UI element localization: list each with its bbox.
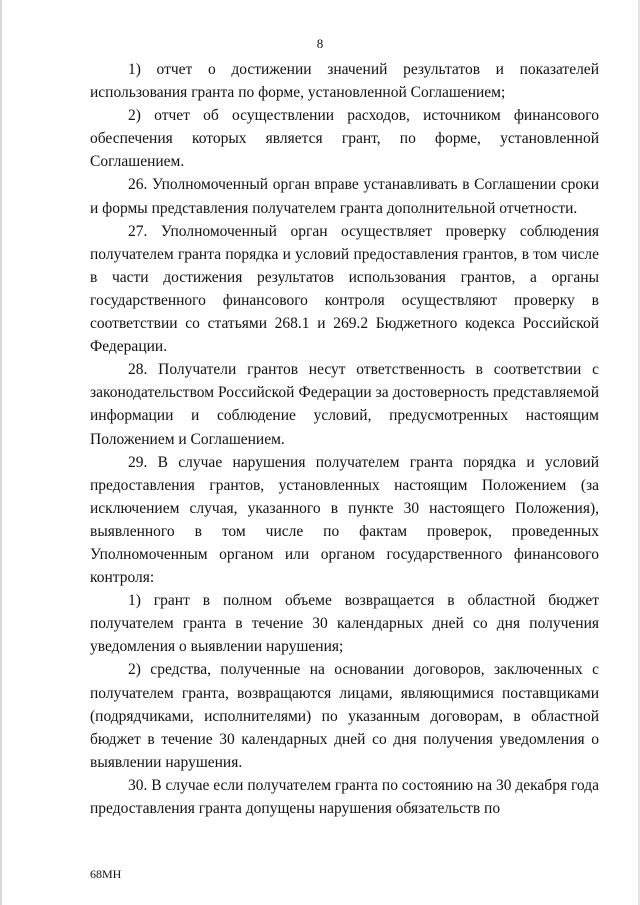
- paragraph-29-item-1: 1) грант в полном объеме возвращается в областной бюджет получателем гранта в течение 30 календарных дней со дня получения уведомления о выявлении нарушения;: [90, 592, 599, 656]
- paragraph-29-item-2: 2) средства, полученные на основании договоров, заключенных с получателем гранта, возвращаются лицами, являющимися поставщиками (подрядчиками, исполнителями) по указанным договорам, в областной бюджет в течение 30 календарных дней со дня получения уведомления о выявлении нарушения.: [90, 661, 599, 771]
- paragraph-report-expenses: 2) отчет об осуществлении расходов, источником финансового обеспечения которых является грант, по форме, установленной Соглашением.: [90, 107, 599, 171]
- paragraph-26: 26. Уполномоченный орган вправе устанавливать в Соглашении сроки и формы представления получателем гранта дополнительной отчетности.: [90, 176, 599, 217]
- paragraph-30: 30. В случае если получателем гранта по состоянию на 30 декабря года предоставления гранта допущены нарушения обязательств по: [90, 776, 599, 817]
- paragraph-28: 28. Получатели грантов несут ответственность в соответствии с законодательством Российской Федерации за достоверность представляемой информации и соблюдение условий, предусмотренных настоящим Положением и Соглашением.: [90, 361, 599, 448]
- paragraph-report-results: 1) отчет о достижении значений результатов и показателей использования гранта по форме, установленной Соглашением;: [90, 61, 599, 102]
- document-body: [90, 58, 599, 820]
- paragraph-29: 29. В случае нарушения получателем гранта порядка и условий предоставления грантов, установленных настоящим Положением (за исключением случая, указанного в пункте 30 настоящего Положения), выявленного в том числе по фактам проверок, проведенных Уполномоченным органом или органом государственного финансового контроля:: [90, 453, 599, 587]
- footer-code: 68МН: [90, 867, 122, 881]
- paragraph-27: 27. Уполномоченный орган осуществляет проверку соблюдения получателем гранта порядка и условий предоставления грантов, в том числе в части достижения результатов использования грантов, а органы государственного финансового контроля осуществляют проверку в соответствии со статьями 268.1 и 269.2 Бюджетного кодекса Российской Федерации.: [90, 222, 599, 356]
- scan-edge-left: [0, 0, 2, 905]
- page-number: 8: [316, 36, 324, 51]
